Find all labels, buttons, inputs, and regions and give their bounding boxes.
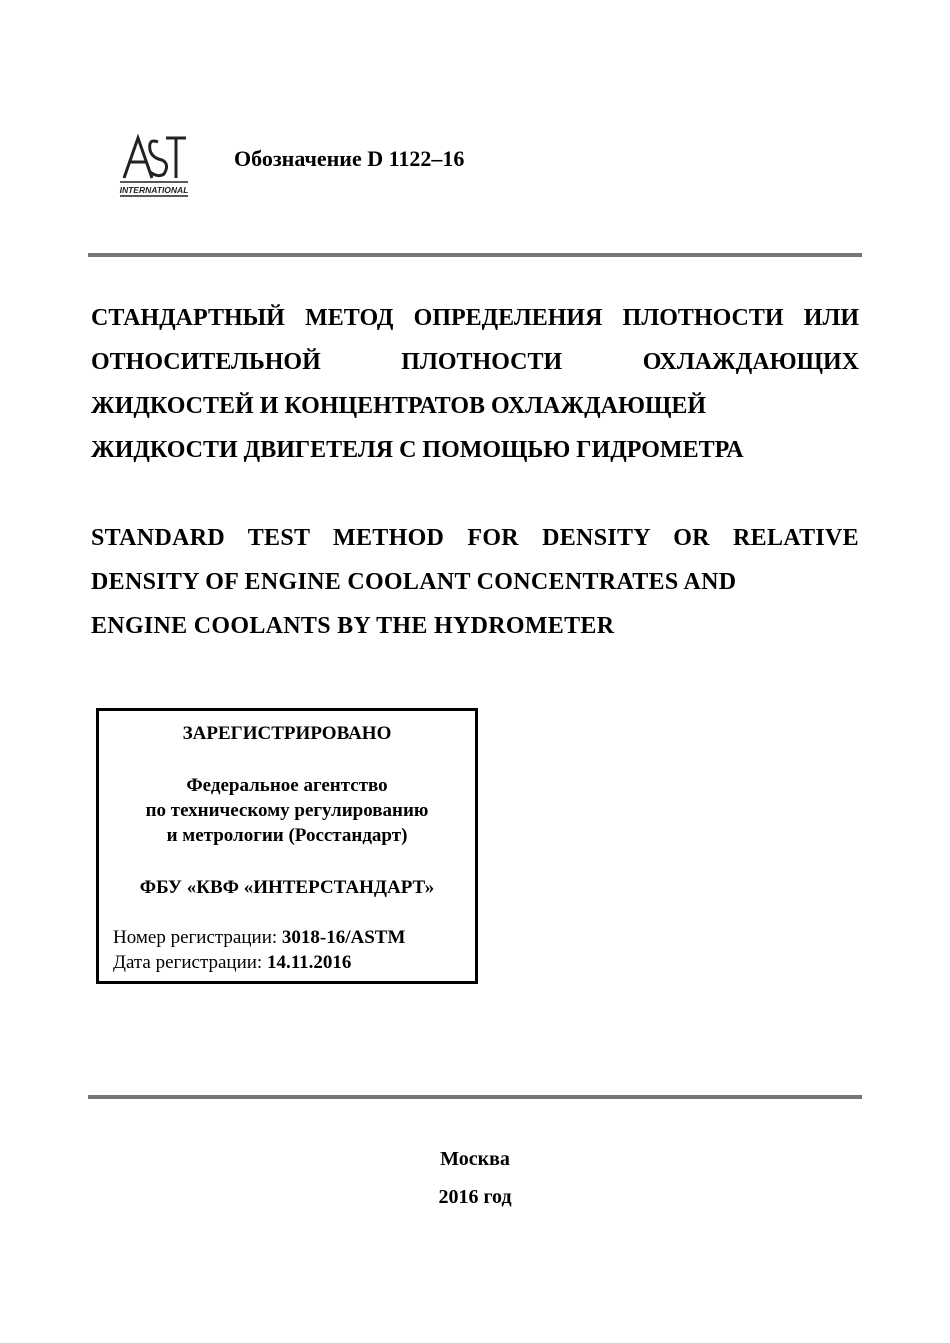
registration-agency [99,773,475,848]
title-ru-line: СТАНДАРТНЫЙ МЕТОД ОПРЕДЕЛЕНИЯ ПЛОТНОСТИ ИЛИ [91,305,859,331]
footer-year: 2016 год [438,1186,512,1208]
agency-line: Федеральное агентство [186,775,388,796]
registration-details [113,925,405,975]
logo-subtext: INTERNATIONAL [119,185,189,195]
top-divider [88,253,862,257]
title-en-line: DENSITY OF ENGINE COOLANT CONCENTRATES AND [91,569,737,595]
registration-number-row [113,925,405,950]
title-en-line: STANDARD TEST METHOD FOR DENSITY OR RELATIVE [91,525,859,551]
title-ru-line: ЖИДКОСТИ ДВИГЕТЕЛЯ С ПОМОЩЬЮ ГИДРОМЕТРА [91,437,744,463]
registration-date-value: 14.11.2016 [266,952,352,973]
title-ru-line: ОТНОСИТЕЛЬНОЙ ПЛОТНОСТИ ОХЛАЖДАЮЩИХ [91,349,859,375]
registration-date-row [113,950,405,975]
title-english [91,516,859,648]
registration-number-value: 3018-16/ASTM [281,927,406,948]
document-designation: Обозначение D 1122–16 [234,146,465,171]
bottom-divider [88,1095,862,1099]
registration-heading: ЗАРЕГИСТРИРОВАНО [182,723,392,744]
agency-line: и метрологии (Росстандарт) [166,825,408,846]
registration-number-label: Номер регистрации: [113,927,282,948]
registration-organization: ФБУ «КВФ «ИНТЕРСТАНДАРТ» [139,877,435,898]
registration-box [96,708,478,984]
agency-line: по техническому регулированию [145,800,429,821]
footer-city: Москва [440,1148,510,1170]
astm-logo [112,130,196,198]
title-en-line: ENGINE COOLANTS BY THE HYDROMETER [91,613,615,639]
title-russian [91,296,859,472]
registration-date-label: Дата регистрации: [113,952,267,973]
title-ru-line: ЖИДКОСТЕЙ И КОНЦЕНТРАТОВ ОХЛАЖДАЮЩЕЙ [91,393,706,419]
